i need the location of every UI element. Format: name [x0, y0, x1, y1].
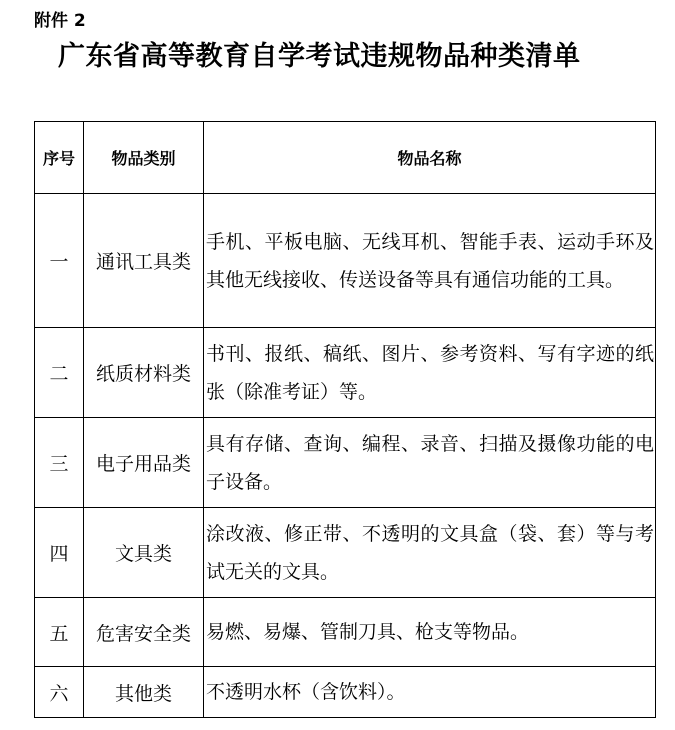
row-category: 电子用品类: [84, 418, 204, 508]
row-items: 具有存储、查询、编程、录音、扫描及摄像功能的电子设备。: [204, 418, 656, 508]
table-row: [35, 508, 656, 598]
row-items: 易燃、易爆、管制刀具、枪支等物品。: [204, 598, 656, 667]
row-no: 六: [35, 667, 84, 718]
row-items: 书刊、报纸、稿纸、图片、参考资料、写有字迹的纸张（除准考证）等。: [204, 328, 656, 418]
table-row: [35, 598, 656, 667]
table-row: [35, 328, 656, 418]
row-no: 五: [35, 598, 84, 667]
row-items: 不透明水杯（含饮料）。: [204, 667, 656, 718]
row-items: 涂改液、修正带、不透明的文具盒（袋、套）等与考试无关的文具。: [204, 508, 656, 598]
row-no: 一: [35, 194, 84, 328]
header-items: 物品名称: [204, 122, 656, 194]
row-no: 二: [35, 328, 84, 418]
page-title: 广东省高等教育自学考试违规物品种类清单: [58, 41, 581, 72]
row-category: 其他类: [84, 667, 204, 718]
row-items: 手机、平板电脑、无线耳机、智能手表、运动手环及其他无线接收、传送设备等具有通信功能的工具。: [204, 194, 656, 328]
prohibited-items-table: [34, 121, 656, 718]
table-header-row: [35, 122, 656, 194]
table-row: [35, 194, 656, 328]
table-row: [35, 418, 656, 508]
header-category: 物品类别: [84, 122, 204, 194]
header-no: 序号: [35, 122, 84, 194]
attachment-label: 附件 2: [34, 11, 86, 31]
row-category: 纸质材料类: [84, 328, 204, 418]
row-no: 四: [35, 508, 84, 598]
table-row: [35, 667, 656, 718]
row-no: 三: [35, 418, 84, 508]
row-category: 通讯工具类: [84, 194, 204, 328]
row-category: 危害安全类: [84, 598, 204, 667]
row-category: 文具类: [84, 508, 204, 598]
